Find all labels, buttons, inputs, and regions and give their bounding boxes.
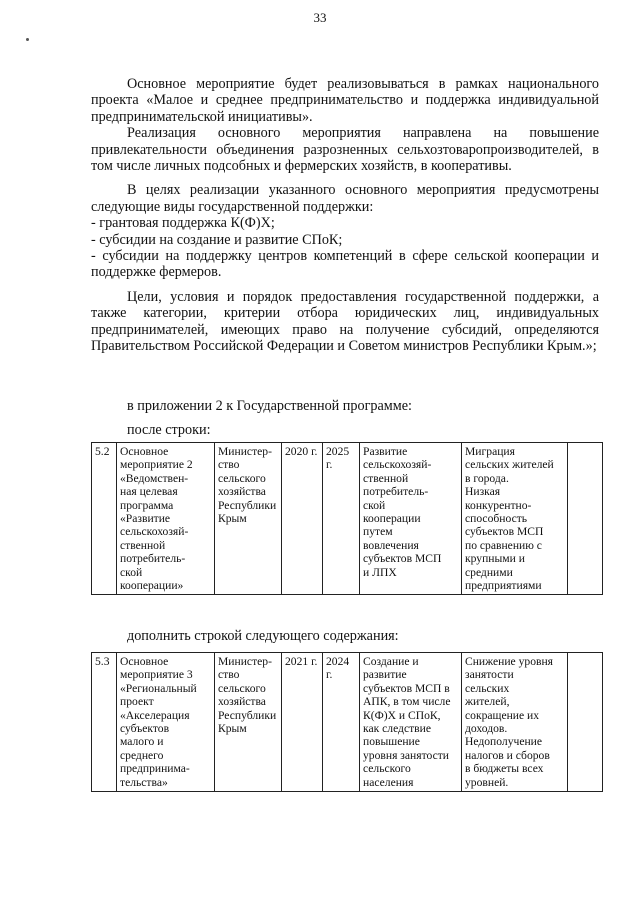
measure-name: Основное мероприятие 3 «Региональный проект «Акселерация субъектов малого и среднего предпринима- тельства» (117, 653, 215, 792)
executor: Министер- ство сельского хозяйства Республики Крым (215, 443, 282, 595)
start-year: 2020 г. (282, 443, 323, 595)
consequences: Миграция сельских жителей в города. Низкая конкурентно- способность субъектов МСП по сравнению с крупными и средними предприятиями (462, 443, 568, 595)
expected-result: Создание и развитие субъектов МСП в АПК, в том числе К(Ф)Х и СПоК, как следствие повышение уровня занятости сельского населения (360, 653, 462, 792)
annex-line: в приложении 2 к Государственной программе: (127, 398, 412, 414)
append-label: дополнить строкой следующего содержания: (127, 628, 399, 644)
row-number: 5.2 (92, 443, 117, 595)
paragraph-support-types: В целях реализации указанного основного мероприятия предусмотрены следующие виды государственной поддержки: (91, 182, 599, 215)
row-number: 5.3 (92, 653, 117, 792)
executor: Министер- ство сельского хозяйства Республики Крым (215, 653, 282, 792)
consequences: Снижение уровня занятости сельских жителей, сокращение их доходов. Недополучение налогов и сборов в бюджеты всех уровней. (462, 653, 568, 792)
table-row (92, 443, 603, 595)
end-year: 2025 г. (323, 443, 360, 595)
paragraph-purpose: Реализация основного мероприятия направлена на повышение привлекательности объединения разрозненных сельхозтоваропроизводителей, в том числе личных подсобных и фермерских хозяйств, в кооперативы. (91, 125, 599, 175)
start-year: 2021 г. (282, 653, 323, 792)
paragraph-national-project: Основное мероприятие будет реализовываться в рамках национального проекта «Малое и среднее предпринимательство и поддержка индивидуальной предпринимательской инициативы». (91, 76, 599, 125)
list-item: - субсидии на создание и развитие СПоК; (91, 231, 343, 248)
margin-dot (26, 38, 29, 41)
end-year: 2024 г. (323, 653, 360, 792)
table-row (92, 653, 603, 792)
page-number: 33 (313, 10, 327, 25)
after-row-label: после строки: (127, 422, 211, 438)
list-item: - субсидии на поддержку центров компетенций в сфере сельской кооперации и поддержке фермеров. (91, 248, 599, 281)
document-body (91, 76, 599, 355)
paragraph-conditions: Цели, условия и порядок предоставления государственной поддержки, а также категории, критерии отбора юридических лиц, индивидуальных предпринимателей, имеющих право на получение субсидий, определяются Правительством Российской Федерации и Советом министров Республики Крым.»; (91, 288, 599, 355)
table-new-row (91, 652, 603, 792)
measure-name: Основное мероприятие 2 «Ведомствен- ная целевая программа «Развитие сельскохозяй- ственной потребитель- ской кооперации» (117, 443, 215, 595)
table-existing-row (91, 442, 603, 595)
empty-cell (568, 443, 603, 595)
expected-result: Развитие сельскохозяй- ственной потребитель- ской кооперации путем вовлечения субъектов МСП и ЛПХ (360, 443, 462, 595)
list-item: - грантовая поддержка К(Ф)Х; (91, 215, 275, 232)
empty-cell (568, 653, 603, 792)
